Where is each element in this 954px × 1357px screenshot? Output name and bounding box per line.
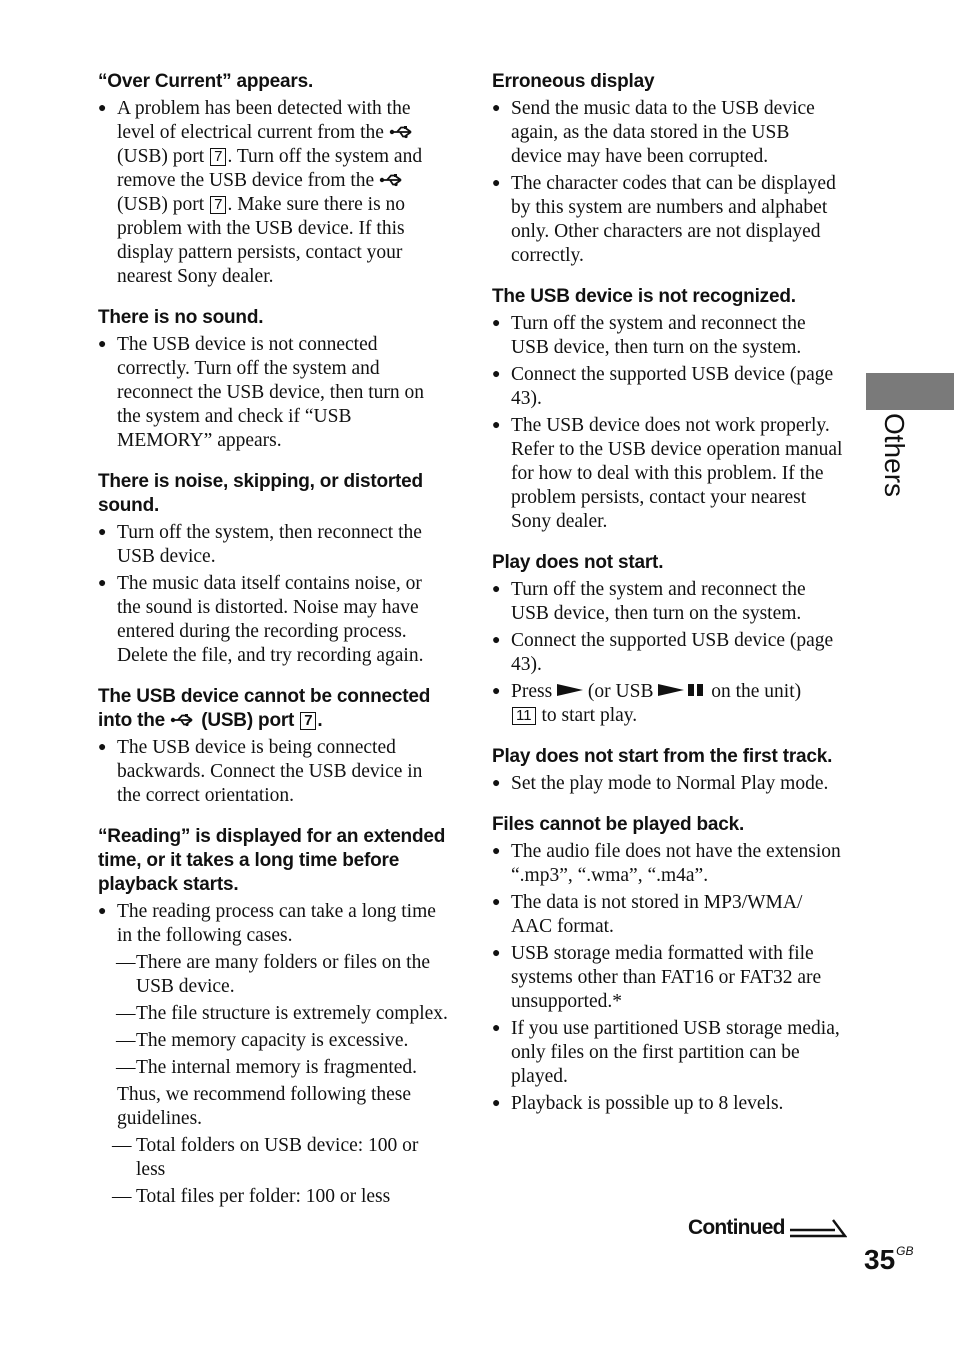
text: . Turn off the system and remove the USB device from the [117, 146, 423, 191]
usb-icon [170, 713, 196, 727]
list-not-recognized [492, 312, 844, 534]
page-suffix: GB [896, 1244, 914, 1258]
list-item: ● The audio file does not have the extension “.mp3”, “.wma”, “.m4a”. [492, 840, 844, 888]
side-tab-label [872, 413, 916, 499]
list-item: ● The USB device is not connected correctly. Turn off the system and reconnect the USB device, then turn on the system and check if “USB MEMORY” appears. [98, 333, 450, 453]
side-tab-text: Others [879, 413, 910, 498]
list-item: ● The data is not stored in MP3/WMA/ AAC format. [492, 891, 844, 939]
list-subitem: — The internal memory is fragmented. [98, 1056, 450, 1080]
list-item: ● The character codes that can be displayed by this system are numbers and alphabet only. Other characters are not displayed correctly. [492, 172, 844, 268]
list-item: ● Playback is possible up to 8 levels. [492, 1092, 844, 1116]
list-no-sound [98, 333, 450, 453]
heading-noise: There is noise, skipping, or distorted sound. [98, 471, 423, 516]
heading-not-recognized: The USB device is not recognized. [492, 286, 796, 307]
continued-arrow-icon [789, 1216, 847, 1238]
page-number [864, 1244, 914, 1276]
list-item: ● The USB device is being connected backwards. Connect the USB device in the correct orientation. [98, 736, 450, 808]
list-first-track [492, 772, 844, 796]
text: (or USB [587, 681, 654, 702]
heading-reading: “Reading” is displayed for an extended time, or it takes a long time before playback starts. [98, 826, 446, 895]
list-item: ● If you use partitioned USB storage media, only files on the first partition can be played. [492, 1017, 844, 1089]
list-erroneous-display [492, 97, 844, 268]
list-item: ● Turn off the system, then reconnect the USB device. [98, 521, 450, 569]
page-number-text: 35 [864, 1244, 896, 1275]
list-item: ● Set the play mode to Normal Play mode. [492, 772, 844, 796]
port-number-box: 7 [300, 712, 316, 730]
play-icon [557, 683, 583, 697]
list-item: ● The reading process can take a long time in the following cases. [98, 900, 450, 948]
section-tab-marker [866, 373, 954, 410]
list-guidelines [98, 1134, 450, 1209]
list-item: ● The USB device does not work properly. Refer to the USB device operation manual for how to deal with this problem. If the problem persists, contact your nearest Sony dealer. [492, 414, 844, 534]
heading-cannot-connect [98, 685, 450, 733]
heading-no-sound: There is no sound. [98, 307, 264, 328]
play-pause-icon [658, 683, 706, 697]
left-column [98, 70, 450, 1226]
text: (USB) port [201, 710, 295, 731]
list-item: ● Connect the supported USB device (page 43). [492, 629, 844, 677]
section-noise [98, 470, 450, 668]
heading-files-cannot-play: Files cannot be played back. [492, 814, 745, 835]
list-subitem: — There are many folders or files on the USB device. [98, 951, 450, 999]
continued-text: Continued [688, 1216, 785, 1239]
text: Press [511, 681, 553, 702]
text: on the unit) [711, 681, 802, 702]
text: (USB) port [117, 146, 205, 167]
list-item: ● USB storage media formatted with file systems other than FAT16 or FAT32 are unsupported.* [492, 942, 844, 1014]
section-play-not-start [492, 551, 844, 728]
right-column [492, 70, 844, 1133]
heading-erroneous-display: Erroneous display [492, 71, 655, 92]
section-over-current [98, 70, 450, 289]
text: A problem has been detected with the level of electrical current from the [117, 98, 411, 143]
list-subitem: — Total files per folder: 100 or less [98, 1185, 450, 1209]
list-files-cannot-play [492, 840, 844, 1116]
section-cannot-connect [98, 685, 450, 808]
section-first-track [492, 745, 844, 796]
usb-icon [379, 173, 405, 187]
heading-first-track: Play does not start from the first track. [492, 746, 833, 767]
continued-indicator [688, 1216, 847, 1248]
list-item [98, 97, 450, 289]
text: (USB) port [117, 194, 205, 215]
usb-icon [389, 125, 415, 139]
list-subitem: — The file structure is extremely complex. [98, 1002, 450, 1026]
section-files-cannot-play [492, 813, 844, 1116]
list-item: ● Turn off the system and reconnect the USB device, then turn on the system. [492, 312, 844, 360]
list-item: ● Turn off the system and reconnect the USB device, then turn on the system. [492, 578, 844, 626]
section-reading [98, 825, 450, 1209]
list-item [492, 680, 844, 728]
unit-number-box: 11 [512, 707, 536, 725]
text: . Make sure there is no problem with the USB device. If this display pattern persists, contact your nearest Sony dealer. [117, 194, 406, 287]
list-cannot-connect [98, 736, 450, 808]
list-item: ● Connect the supported USB device (page 43). [492, 363, 844, 411]
port-number-box: 7 [210, 148, 226, 166]
section-not-recognized [492, 285, 844, 534]
list-subitem: — The memory capacity is excessive. [98, 1029, 450, 1053]
guideline-intro: Thus, we recommend following these guidelines. [117, 1084, 412, 1129]
section-erroneous-display [492, 70, 844, 268]
heading-over-current: “Over Current” appears. [98, 71, 314, 92]
section-no-sound [98, 306, 450, 453]
heading-play-not-start: Play does not start. [492, 552, 664, 573]
list-item: ● The music data itself contains noise, or the sound is distorted. Noise may have entered during the recording process. Delete the file, and try recording again. [98, 572, 450, 668]
list-over-current [98, 97, 450, 289]
text: . [317, 710, 323, 731]
list-subitem: — Total folders on USB device: 100 or less [98, 1134, 450, 1182]
text: to start play. [541, 705, 638, 726]
port-number-box: 7 [210, 196, 226, 214]
list-reading [98, 900, 450, 1080]
list-item: ● Send the music data to the USB device again, as the data stored in the USB device may have been corrupted. [492, 97, 844, 169]
list-play-not-start [492, 578, 844, 728]
text: The USB device cannot be connected into the [98, 686, 431, 731]
list-noise [98, 521, 450, 668]
